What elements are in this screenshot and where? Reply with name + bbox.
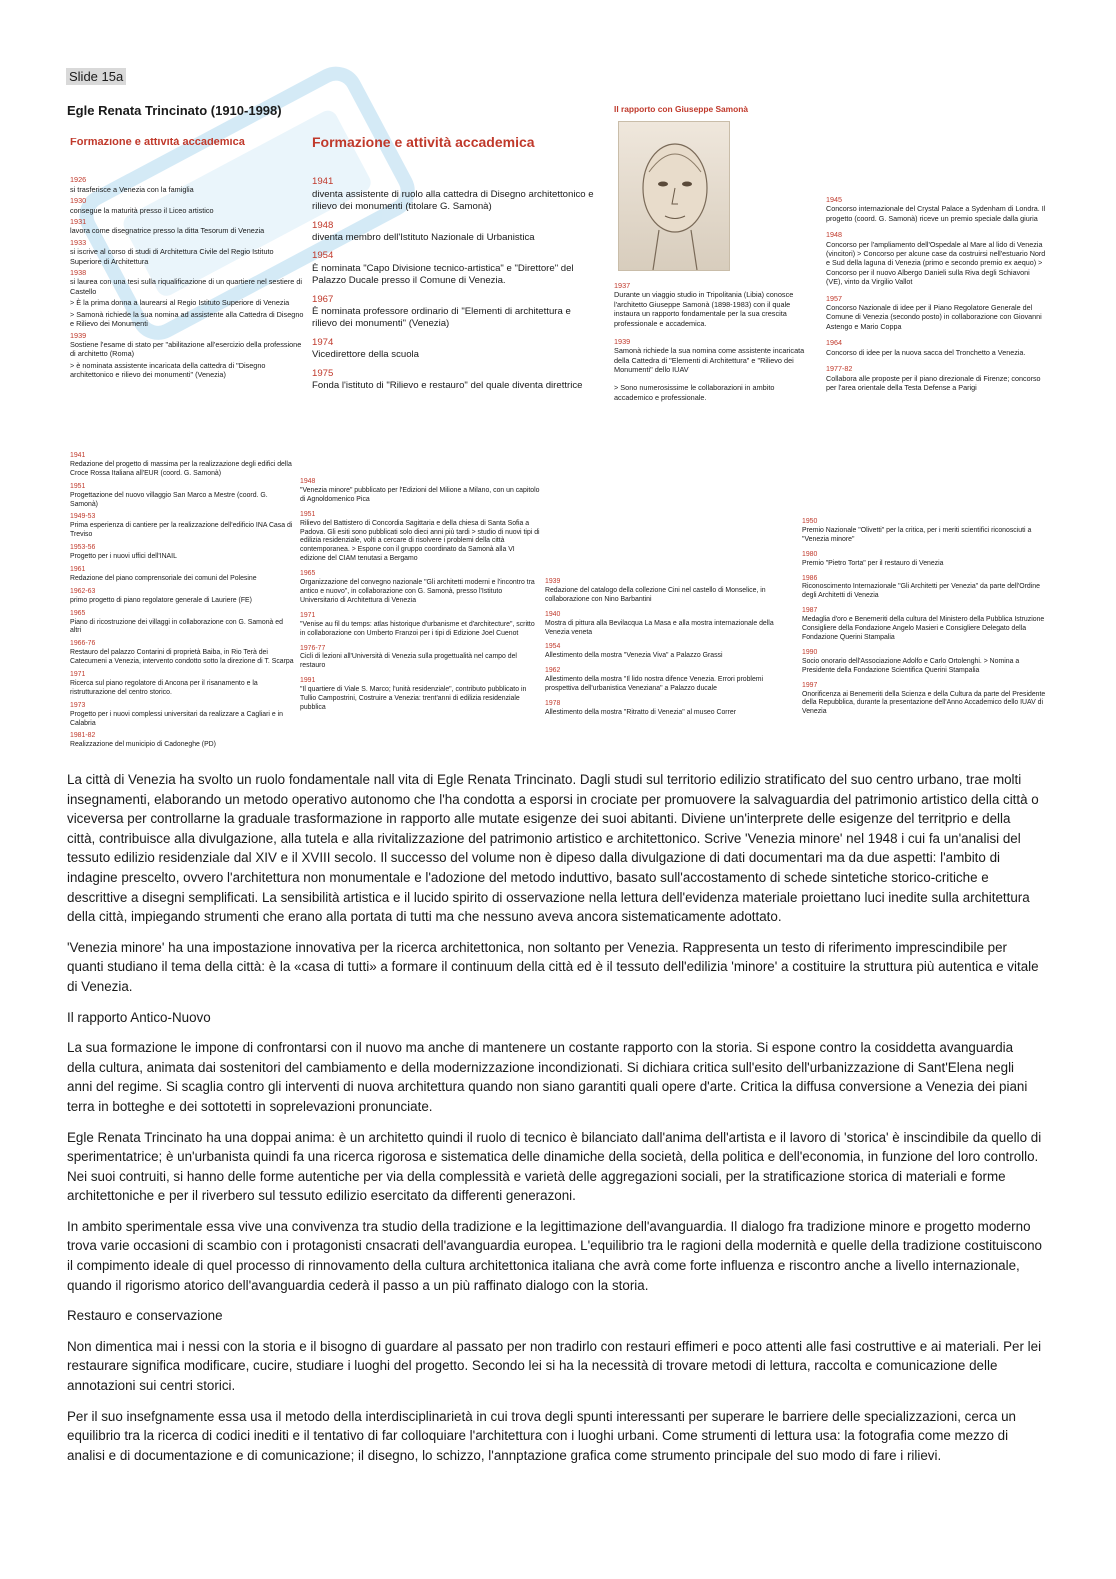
timeline-entry bbox=[545, 578, 795, 605]
timeline-entry bbox=[545, 611, 795, 638]
entry-year: 1978 bbox=[545, 699, 561, 707]
entry-year: 1980 bbox=[802, 550, 818, 558]
entry-year: 1986 bbox=[802, 574, 818, 582]
timeline-entry bbox=[300, 612, 540, 639]
timeline-entry bbox=[70, 566, 294, 584]
entry-text: Onorificenza ai Benemeriti della Scienza e della Cultura da parte del Presidente della Repubblica, durante la presentazione dell'Anno Accademico dello IUAV di Venezia bbox=[802, 690, 1046, 716]
entry-text: Rilievo del Battistero di Concordia Sagittaria e della chiesa di Santa Sofia a Padova. Gli esiti sono pubblicati solo dieci anni più tardi > studio di nuovi tipi di edilizia residenziale, volti a cercare di risolvere i problemi della città contemporanea. > Espone con il gruppo coordinato da Samonà alla VI edizione del CIAM tenutasi a Bergamo bbox=[300, 519, 540, 563]
paragraph: 'Venezia minore' ha una impostazione innovativa per la ricerca architettonica, non soltanto per Venezia. Rappresenta un testo di riferimento imprescindibile per quanti studiano il tema della città: è la «casa di tutti» a formare il continuum della città ed è il tessuto dell'edilizia 'minore' a costituire la struttura più autentica e vitale di Venezia. bbox=[67, 939, 1039, 994]
entry-year: 1926 bbox=[70, 175, 87, 185]
paragraph: In ambito sperimentale essa vive una convivenza tra studio della tradizione e la legittimazione dell'avanguardia. Il dialogo fra tradizione minore e progetto moderno trova varie occasioni di scambio con i protagonisti cnsacrati dell'avanguardia europea. L'equilibrio tra le ragioni della modernità e quelle della tradizione costituiscono il compimento ideale di quel processo di rinnovamento della cultura architettonica italiana che avrà come forte influenza e riscontro anche a livello internazionale, quando il rigorismo atorico dell'avanguardia cederà il passo a un più raffinato dialogo con la storia. bbox=[67, 1218, 1043, 1293]
timeline-entry bbox=[70, 175, 305, 194]
entry-year: 1965 bbox=[70, 609, 86, 617]
entry-year: 1938 bbox=[70, 268, 87, 278]
entry-text: Redazione del piano comprensoriale dei comuni del Polesine bbox=[70, 574, 257, 582]
entry-year: 1933 bbox=[70, 237, 87, 247]
entry-text: Premio Nazionale "Olivetti" per la critica, per i meriti scientifici riconosciuti a "Venezia minore" bbox=[802, 526, 1032, 543]
entry-year: 1962-63 bbox=[70, 587, 96, 595]
entry-text: > Samonà richiede la sua nomina ad assistente alla Cattedra di Disegno e Rilievo dei Monumenti bbox=[70, 309, 304, 329]
entry-text: "Venezia minore" pubblicato per l'Edizioni del Milione a Milano, con un capitolo di Agnoldomenico Pica bbox=[300, 486, 540, 503]
timeline-column-mostre bbox=[545, 578, 795, 756]
samona-portrait bbox=[618, 121, 730, 271]
timeline-entry bbox=[614, 383, 814, 402]
entry-text: Collabora alle proposte per il piano direzionale di Firenze; concorso per l'area orientale della Testa Defense a Parigi bbox=[826, 373, 1041, 392]
entry-year: 1940 bbox=[545, 610, 561, 618]
entry-year: 1937 bbox=[614, 280, 631, 290]
timeline-entry bbox=[300, 645, 540, 672]
timeline-entry bbox=[70, 238, 305, 266]
entry-text: "Venise au fil du temps: atlas historique d'urbanisme et d'architecture", scritto in collaborazione con Umberto Franzoi per i tipi di Edizione Joel Cuenot bbox=[300, 620, 535, 637]
panel-heading: Formazione e attività accademica bbox=[70, 138, 245, 148]
timeline-entry bbox=[70, 298, 305, 307]
entry-text: > È la prima donna a laurearsi al Regio Istituto Superiore di Venezia bbox=[70, 298, 290, 308]
timeline-entry bbox=[312, 294, 594, 331]
entry-text: si trasferisce a Venezia con la famiglia bbox=[70, 184, 194, 194]
timeline-entry bbox=[826, 364, 1048, 392]
entry-year: 1961 bbox=[70, 565, 86, 573]
entry-text: Allestimento della mostra "Ritratto di Venezia" al museo Correr bbox=[545, 708, 737, 716]
timeline-entry bbox=[70, 196, 305, 215]
timeline-entry bbox=[300, 511, 540, 564]
entry-year: 1975 bbox=[312, 367, 334, 379]
timeline-entry bbox=[70, 513, 294, 540]
concorsi-panel bbox=[826, 195, 1048, 433]
entry-year: 1948 bbox=[300, 478, 316, 485]
timeline-entry bbox=[826, 338, 1048, 357]
entry-year: 1962 bbox=[545, 667, 561, 675]
entry-year: 1949-53 bbox=[70, 513, 96, 521]
entry-year: 1971 bbox=[70, 671, 86, 679]
entry-year: 1977-82 bbox=[826, 364, 853, 374]
entry-year: 1950 bbox=[802, 518, 818, 525]
paragraph: La sua formazione le impone di confrontarsi con il nuovo ma anche di mantenere un costante rapporto con la storia. Si espone contro la cosiddetta avanguardia della cultura, animata dai sostenitori del cambiamento e della modernizzazione incondizionati. Si dichiara critica sull'esito dell'urbanizzazione di Sant'Elena negli anni del regime. Si scaglia contro gli interventi di nuova architettura quando non siano garantiti quali opere d'arte. Critica la diffusa conversione a Venezia dei piani terra in botteghe e dei sottotetti in soprelevazioni pronunciate. bbox=[67, 1040, 1028, 1114]
entry-year: 1987 bbox=[802, 607, 818, 615]
entry-text: Prima esperienza di cantiere per la realizzazione dell'edificio INA Casa di Treviso bbox=[70, 522, 293, 539]
entry-text: Premio "Pietro Torta" per il restauro di Venezia bbox=[802, 559, 944, 567]
paragraph: La città di Venezia ha svolto un ruolo fondamentale nall vita di Egle Renata Trincinato. Dagli studi sul territorio edilizio stratificato del suo centro urbano, trae molti insegnamenti, elaborando un metodo operativo autonomo che l'ha condotta a esporsi in crociate per promuovere la salvaguardia del patrimonio artistico della città o viceversa per controllarne la graduale trasformazione in rapporto alle mutate esigenze dei suoi abitanti. Diviene un'interprete delle esigenze del territprio e della città, contribuisce alla divulgazione, alla tutela e alla rivitalizzazione del patrimonio artistico e architettonico. Scrive 'Venezia minore' nel 1948 i cui fa un'analisi del tessuto edilizio residenziale dal XIV e il XVIII secolo. Il successo del volume non è dipeso dalla divulgazione di dati documentari ma da due aspetti: l'ambito di indagine prescelto, ovvero l'architettura non monumentale e l'adozione del metodo induttivo, basato sull'accostamento di schede sintetiche storico-critiche e descrittive a disegni semplificati. La sensibilità artistica e il lucido spirito di osservazione nella lettura dell'evidenza materiale proiettano luci inedite sulla architettura della città, impiegando strumenti che erano alla portata di tutti ma che nessuno aveva ancora sistematicamente adottato. bbox=[67, 772, 1039, 925]
entry-text: consegue la maturità presso il Liceo artistico bbox=[70, 205, 214, 215]
timeline-panel-formazione-large bbox=[312, 136, 594, 436]
timeline-entry bbox=[545, 700, 795, 718]
paragraph: Egle Renata Trincinato ha una doppai anima: è un architetto quindi il ruolo di tecnico è bilanciato dall'anima dell'artista e il lavoro di 'storica' è inscindibile da quello di sperimentatrice; è un'urbanista quindi fa una ricerca rigorosa e sistematica delle dinamiche della società, della politica e dell'economia, in funzione del loro controllo. Nei suoi contruiti, si hanno delle forme autentiche per via della complessità e varietà delle aggregazioni sociali, per la stratificazione storica di materiali e forme architettoniche e per il riverbero sul tessuto edilizio esercitato da differenti generazoni. bbox=[67, 1129, 1042, 1204]
entry-year: 1974 bbox=[312, 336, 334, 348]
panel-heading: Formazione e attività accademica bbox=[312, 136, 535, 150]
entry-text: Piano di ricostruzione dei villaggi in collaborazione con G. Samonà ed altri bbox=[70, 618, 283, 635]
timeline-entry bbox=[70, 588, 294, 606]
entry-year: 1931 bbox=[70, 217, 87, 227]
timeline-entry bbox=[70, 217, 305, 236]
entry-text: Riconoscimento Internazionale "Gli Architetti per Venezia" da parte dell'Ordine degli Architetti di Venezia bbox=[802, 583, 1040, 600]
entry-year: 1951 bbox=[300, 510, 316, 518]
entry-text: Realizzazione del municipio di Cadoneghe (PD) bbox=[70, 741, 216, 749]
panel-heading: Il rapporto con Giuseppe Samonà bbox=[614, 105, 749, 114]
timeline-entry bbox=[312, 250, 594, 287]
timeline-column-pubblicazioni bbox=[300, 478, 540, 756]
entry-text: Socio onorario dell'Associazione Adolfo e Carlo Ortolenghi. > Nomina a Presidente della Fondazione Scientifica Querini Stampalia bbox=[802, 657, 1020, 674]
entry-year: 1957 bbox=[826, 293, 842, 303]
entry-year: 1948 bbox=[312, 219, 334, 231]
timeline-entry bbox=[312, 368, 594, 393]
timeline-entry bbox=[545, 667, 795, 694]
entry-year: 1941 bbox=[70, 452, 86, 459]
entry-year: 1939 bbox=[70, 330, 87, 340]
entry-year: 1939 bbox=[545, 578, 561, 585]
entry-year: 1945 bbox=[826, 195, 842, 204]
timeline-entry bbox=[300, 570, 540, 606]
entry-text: "Il quartiere di Viale S. Marco; l'unità residenziale", contributo pubblicato in Tullio Campostrini, Costruire a Venezia: trent'anni di edilizia residenziale pubblica bbox=[300, 686, 527, 711]
timeline-entry bbox=[826, 195, 1048, 223]
timeline-entry bbox=[70, 483, 294, 510]
timeline-entry bbox=[312, 176, 594, 213]
page-title: Egle Renata Trincinato (1910-1998) bbox=[67, 103, 282, 118]
timeline-entry bbox=[70, 732, 294, 750]
entry-text: > Sono numerosissime le collaborazioni in ambito accademico e professionale. bbox=[614, 382, 775, 402]
entry-text: Fonda l'istituto di "Rilievo e restauro" del quale diventa direttrice bbox=[312, 380, 583, 392]
timeline-entry bbox=[70, 671, 294, 698]
entry-year: 1966-76 bbox=[70, 640, 96, 648]
entry-year: 1964 bbox=[826, 338, 842, 348]
entry-text: Progetto per i nuovi complessi universitari da realizzare a Cagliari e in Calabria bbox=[70, 710, 283, 727]
entry-year: 1954 bbox=[545, 643, 561, 651]
entry-text: > è nominata assistente incaricata della cattedra di "Disegno architettonico e rilievo dei monumenti" (Venezia) bbox=[70, 360, 266, 380]
entry-year: 1990 bbox=[802, 648, 818, 656]
entry-text: Progetto per i nuovi uffici dell'INAIL bbox=[70, 553, 177, 561]
timeline-entry bbox=[826, 294, 1048, 332]
entry-year: 1965 bbox=[300, 570, 316, 578]
entry-year: 1930 bbox=[70, 196, 87, 206]
entry-text: primo progetto di piano regolatore generale di Lauriere (FE) bbox=[70, 596, 252, 604]
section-heading: Restauro e conservazione bbox=[67, 1308, 223, 1324]
timeline-entry bbox=[70, 702, 294, 729]
entry-text: diventa membro dell'Istituto Nazionale di Urbanistica bbox=[312, 232, 535, 244]
entry-year: 1939 bbox=[614, 336, 631, 346]
timeline-column-progetti bbox=[70, 452, 294, 754]
entry-year: 1991 bbox=[300, 677, 316, 685]
entry-text: si laurea con una tesi sulla riqualificazione di un quartiere nel sestiere di Castello bbox=[70, 277, 303, 296]
entry-text: Concorso internazionale del Crystal Palace a Sydenham di Londra. Il progetto (coord. G. Samonà) riceve un premio speciale dalla giuria bbox=[826, 204, 1046, 223]
section-heading: Il rapporto Antico-Nuovo bbox=[67, 1009, 211, 1025]
entry-text: lavora come disegnatrice presso la ditta Tesorum di Venezia bbox=[70, 226, 265, 236]
timeline-entry bbox=[802, 649, 1048, 676]
paragraph: Per il suo insefgnamente essa usa il metodo della interdisciplinarietà in cui trova degli spunti interessanti per superare le barriere delle specializzazioni, cerca un equilibrio tra la ricerca di codici inediti e il tentativo di far colloquiare l'architettura con i luoghi urbani. Come strumenti di lettura usa: la fotografia come mezzo di analisi e di documentazione e di comunicazione; il disegno, lo schizzo, l'annptazione grafica come strumento principale del suo modo di fare i rilievi. bbox=[67, 1408, 1017, 1463]
entry-text: Organizzazione del convegno nazionale "Gli architetti moderni e l'incontro tra antico e nuovo", in collaborazione con G. Samonà, presso l'Istituto Universitario di Architettura di Venezia bbox=[300, 579, 535, 604]
timeline-entry bbox=[802, 607, 1048, 643]
entry-text: Concorso per l'ampliamento dell'Ospedale al Mare al lido di Venezia (vincitori) > Concorso per alcune case da costruirsi nell'estuario Nord e Sud della laguna di Venezia (primo e secondo premio ex aequo) > Concorso per il nuovo Albergo Danieli sulla Riva degli Schiavoni (VE), vinto da Virgilio Vallot bbox=[826, 239, 1046, 287]
timeline-entry bbox=[70, 544, 294, 562]
samona-panel bbox=[614, 105, 814, 430]
timeline-entry bbox=[802, 682, 1048, 718]
entry-text: Concorso di idee per la nuova sacca del Tronchetto a Venezia. bbox=[826, 347, 1026, 357]
entry-year: 1997 bbox=[802, 681, 818, 689]
entry-text: Sostiene l'esame di stato per "abilitazione all'esercizio della professione di architetto (Roma) bbox=[70, 339, 302, 359]
entry-year: 1941 bbox=[312, 176, 334, 188]
timeline-entry bbox=[802, 518, 1048, 545]
body-text bbox=[67, 770, 1042, 1476]
timeline-column-premi bbox=[802, 518, 1048, 756]
entry-text: Medaglia d'oro e Benemeriti della cultura del Ministero della Pubblica Istruzione Consigliere della Fondazione Angelo Masieri e Consigliere Delegato della Fondazione Querini Stampalia bbox=[802, 616, 1045, 641]
timeline-entry bbox=[802, 551, 1048, 569]
entry-text: Cicli di lezioni all'Università di Venezia sulla progettualità nel campo del restauro bbox=[300, 653, 517, 670]
entry-text: Restauro del palazzo Contarini di proprietà Baiba, in Rio Terà dei Catecumeni a Venezia, intervento condotto sotto la direzione di T. Scarpa bbox=[70, 649, 294, 666]
timeline-panel-formazione-small bbox=[70, 138, 305, 438]
entry-text: È nominata "Capo Divisione tecnico-artistica" e "Direttore" del Palazzo Ducale presso il Comune di Venezia. bbox=[312, 262, 574, 287]
entry-text: Ricerca sul piano regolatore di Ancona per il risanamento e la ristrutturazione del centro storico. bbox=[70, 679, 258, 696]
timeline-entry bbox=[312, 220, 594, 245]
entry-text: Redazione del catalogo della collezione Cini nel castello di Monselice, in collaborazione con Nino Barbantini bbox=[545, 586, 766, 603]
entry-year: 1976-77 bbox=[300, 644, 326, 652]
timeline-entry bbox=[70, 640, 294, 667]
timeline-entry bbox=[70, 452, 294, 479]
entry-year: 1954 bbox=[312, 250, 334, 262]
timeline-entry bbox=[70, 331, 305, 359]
entry-year: 1971 bbox=[300, 611, 316, 619]
entry-year: 1967 bbox=[312, 293, 334, 305]
entry-text: Durante un viaggio studio in Tripolitania (Libia) conosce l'architetto Giuseppe Samonà (1898-1983) con il quale instaura un rapporto fondamentale per la sua crescita professionale e accademica. bbox=[614, 290, 794, 328]
entry-text: Samonà richiede la sua nomina come assistente incaricata della Cattedra di "Elementi di Architettura" e "Rilievo dei Monumenti" dello IUAV bbox=[614, 346, 805, 375]
entry-year: 1973 bbox=[70, 701, 86, 709]
entry-text: Progettazione del nuovo villaggio San Marco a Mestre (coord. G. Samonà) bbox=[70, 491, 268, 508]
entry-year: 1948 bbox=[826, 230, 842, 240]
entry-text: Vicedirettore della scuola bbox=[312, 349, 420, 361]
timeline-entry bbox=[70, 361, 305, 380]
entry-text: si iscrive al corso di studi di Architettura Civile del Regio Istituto Superiore di Architettura bbox=[70, 247, 274, 266]
entry-text: Concorso Nazionale di idee per il Piano Regolatore Generale del Comune di Venezia (secondo posto) in collaborazione con Giovanni Astengo e Mario Coppa bbox=[826, 303, 1042, 331]
entry-text: Mostra di pittura alla Bevilacqua La Masa e alla mostra internazionale della Venezia veneta bbox=[545, 619, 774, 636]
entry-text: Allestimento della mostra "Il lido nostra difence Venezia. Errori problemi prospettiva dell'urbanistica Veneziana" a Palazzo ducale bbox=[545, 676, 764, 693]
entry-text: diventa assistente di ruolo alla cattedra di Disegno architettonico e rilievo dei monumenti (titolare G. Samonà) bbox=[312, 188, 594, 213]
timeline-entry bbox=[300, 677, 540, 713]
slide-label: Slide 15a bbox=[66, 68, 126, 85]
timeline-entry bbox=[614, 281, 814, 329]
timeline-entry bbox=[70, 610, 294, 637]
entry-text: Allestimento della mostra "Venezia Viva" a Palazzo Grassi bbox=[545, 652, 723, 660]
entry-year: 1953-56 bbox=[70, 544, 96, 552]
entry-text: Redazione del progetto di massima per la realizzazione degli edifici della Croce Rossa Italiana all'EUR (coord. G. Samonà) bbox=[70, 460, 292, 477]
timeline-entry bbox=[70, 310, 305, 329]
entry-text: È nominata professore ordinario di "Elementi di architettura e rilievo dei monumenti" (Venezia) bbox=[312, 306, 571, 330]
timeline-entry bbox=[614, 337, 814, 375]
paragraph: Non dimentica mai i nessi con la storia e il bisogno di guardare al passato per non tradirlo con restauri effimeri e poco attenti alle fasi costruttive e ai materiali. Per lei restaurare significa modificare, cucire, studiare i luoghi del progetto. Secondo lei si ha la necessità di trovare metodi di lettura, raccolta e comunicazione delle annotazioni sui centri storici. bbox=[67, 1338, 1042, 1394]
timeline-entry bbox=[802, 575, 1048, 602]
entry-year: 1951 bbox=[70, 482, 86, 490]
timeline-entry bbox=[300, 478, 540, 505]
entry-year: 1981-82 bbox=[70, 732, 96, 740]
timeline-entry bbox=[70, 268, 305, 296]
timeline-entry bbox=[312, 337, 594, 362]
timeline-entry bbox=[826, 230, 1048, 286]
timeline-entry bbox=[545, 643, 795, 661]
